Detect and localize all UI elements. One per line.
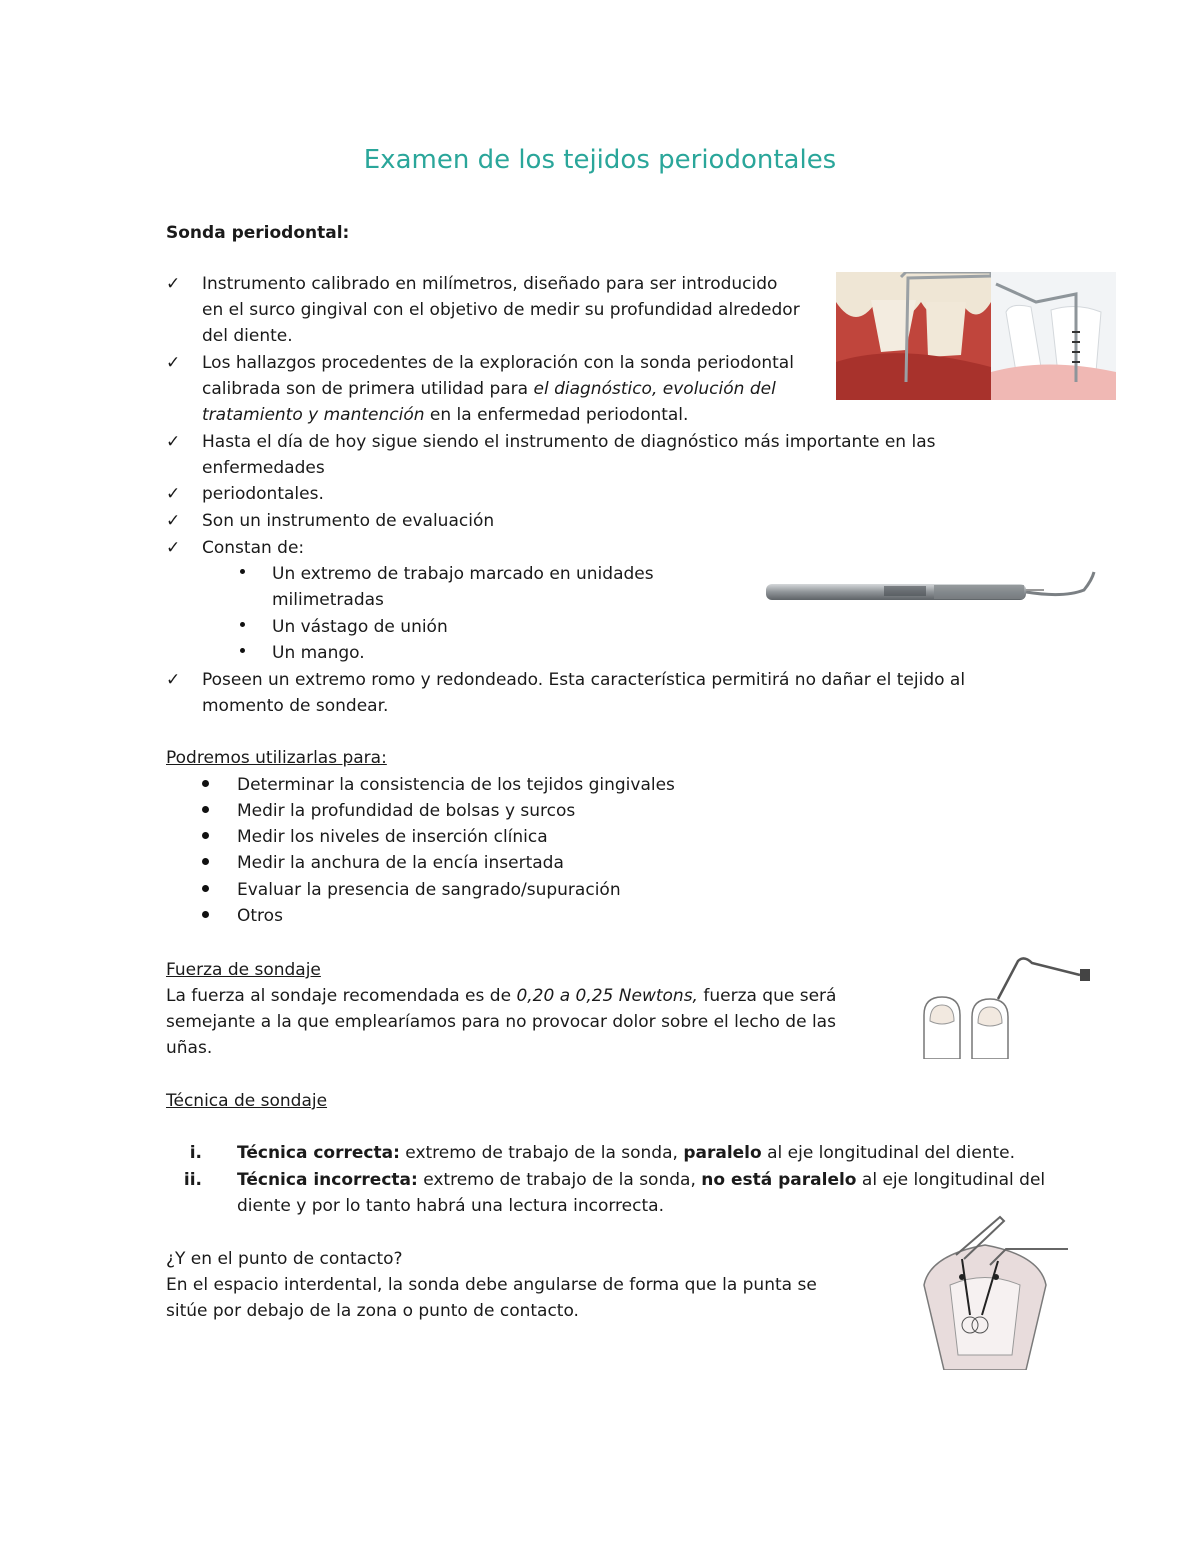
list-item-text: calibrada son de primera utilidad para el diagnóstico, evolución del <box>202 379 776 399</box>
list-item-text: Otros <box>237 906 283 926</box>
bullet-icon <box>202 780 209 787</box>
paragraph-line: La fuerza al sondaje recomendada es de 0,20 a 0,25 Newtons, fuerza que será <box>166 986 837 1006</box>
interdental-probe-diagram <box>900 1215 1070 1370</box>
bullet-icon <box>202 885 209 892</box>
check-icon: ✓ <box>166 432 181 452</box>
list-item-text: del diente. <box>202 326 293 346</box>
roman-numeral: i. <box>189 1143 202 1163</box>
sub-item-text: Un mango. <box>272 643 365 663</box>
list-item-text: Evaluar la presencia de sangrado/supuración <box>237 880 621 900</box>
sub-item-text: milimetradas <box>272 590 384 610</box>
bullet-icon <box>240 622 245 627</box>
sub-item-text: Un vástago de unión <box>272 617 448 637</box>
bullet-icon <box>202 858 209 865</box>
paragraph-line: En el espacio interdental, la sonda debe angularse de forma que la punta se <box>166 1275 817 1295</box>
check-icon: ✓ <box>166 538 181 558</box>
sub-item-text: Un extremo de trabajo marcado en unidades <box>272 564 654 584</box>
bullet-icon <box>202 806 209 813</box>
list-item-text: momento de sondear. <box>202 696 389 716</box>
list-item-text: en el surco gingival con el objetivo de medir su profundidad alrededor <box>202 300 800 320</box>
list-item-text: Medir la profundidad de bolsas y surcos <box>237 801 576 821</box>
list-item-text: Poseen un extremo romo y redondeado. Esta característica permitirá no dañar el tejido al <box>202 670 966 690</box>
list-item-text: Instrumento calibrado en milímetros, diseñado para ser introducido <box>202 274 778 294</box>
paragraph-line: semejante a la que emplearíamos para no provocar dolor sobre el lecho de las <box>166 1012 836 1032</box>
finger-nail-probe-illustration <box>920 955 1092 1059</box>
check-icon: ✓ <box>166 274 181 294</box>
gum-probe-photo <box>836 272 1116 400</box>
bullet-icon <box>202 911 209 918</box>
list-item-text: Técnica incorrecta: extremo de trabajo de la sonda, no está paralelo al eje longitudinal del <box>237 1170 1046 1190</box>
page-title: Examen de los tejidos periodontales <box>363 145 837 175</box>
list-item-text: diente y por lo tanto habrá una lectura incorrecta. <box>237 1196 664 1216</box>
list-item-text: Hasta el día de hoy sigue siendo el instrumento de diagnóstico más importante en las <box>202 432 936 452</box>
check-icon: ✓ <box>166 511 181 531</box>
bullet-icon <box>202 832 209 839</box>
check-icon: ✓ <box>166 484 181 504</box>
section-heading-usos: Podremos utilizarlas para: <box>166 748 387 768</box>
list-item-text: Técnica correcta: extremo de trabajo de la sonda, paralelo al eje longitudinal del diente. <box>237 1143 1016 1163</box>
paragraph-line: uñas. <box>166 1038 213 1058</box>
periodontal-probe-instrument <box>764 568 1104 614</box>
bullet-icon <box>240 569 245 574</box>
question-line: ¿Y en el punto de contacto? <box>166 1249 403 1269</box>
list-item-text: Medir los niveles de inserción clínica <box>237 827 548 847</box>
list-item-text: enfermedades <box>202 458 325 478</box>
paragraph-line: sitúe por debajo de la zona o punto de contacto. <box>166 1301 579 1321</box>
bullet-icon <box>240 648 245 653</box>
check-icon: ✓ <box>166 353 181 373</box>
list-item-text: Determinar la consistencia de los tejidos gingivales <box>237 775 675 795</box>
list-item-text: Los hallazgos procedentes de la exploración con la sonda periodontal <box>202 353 794 373</box>
list-item-text: Constan de: <box>202 538 305 558</box>
section-heading-fuerza: Fuerza de sondaje <box>166 960 321 980</box>
section-heading-sonda: Sonda periodontal: <box>166 223 350 243</box>
list-item-text: tratamiento y mantención en la enfermedad periodontal. <box>202 405 689 425</box>
check-icon: ✓ <box>166 670 181 690</box>
list-item-text: Medir la anchura de la encía insertada <box>237 853 564 873</box>
list-item-text: periodontales. <box>202 484 324 504</box>
section-heading-tecnica: Técnica de sondaje <box>166 1091 328 1111</box>
list-item-text: Son un instrumento de evaluación <box>202 511 495 531</box>
roman-numeral: ii. <box>183 1170 202 1190</box>
